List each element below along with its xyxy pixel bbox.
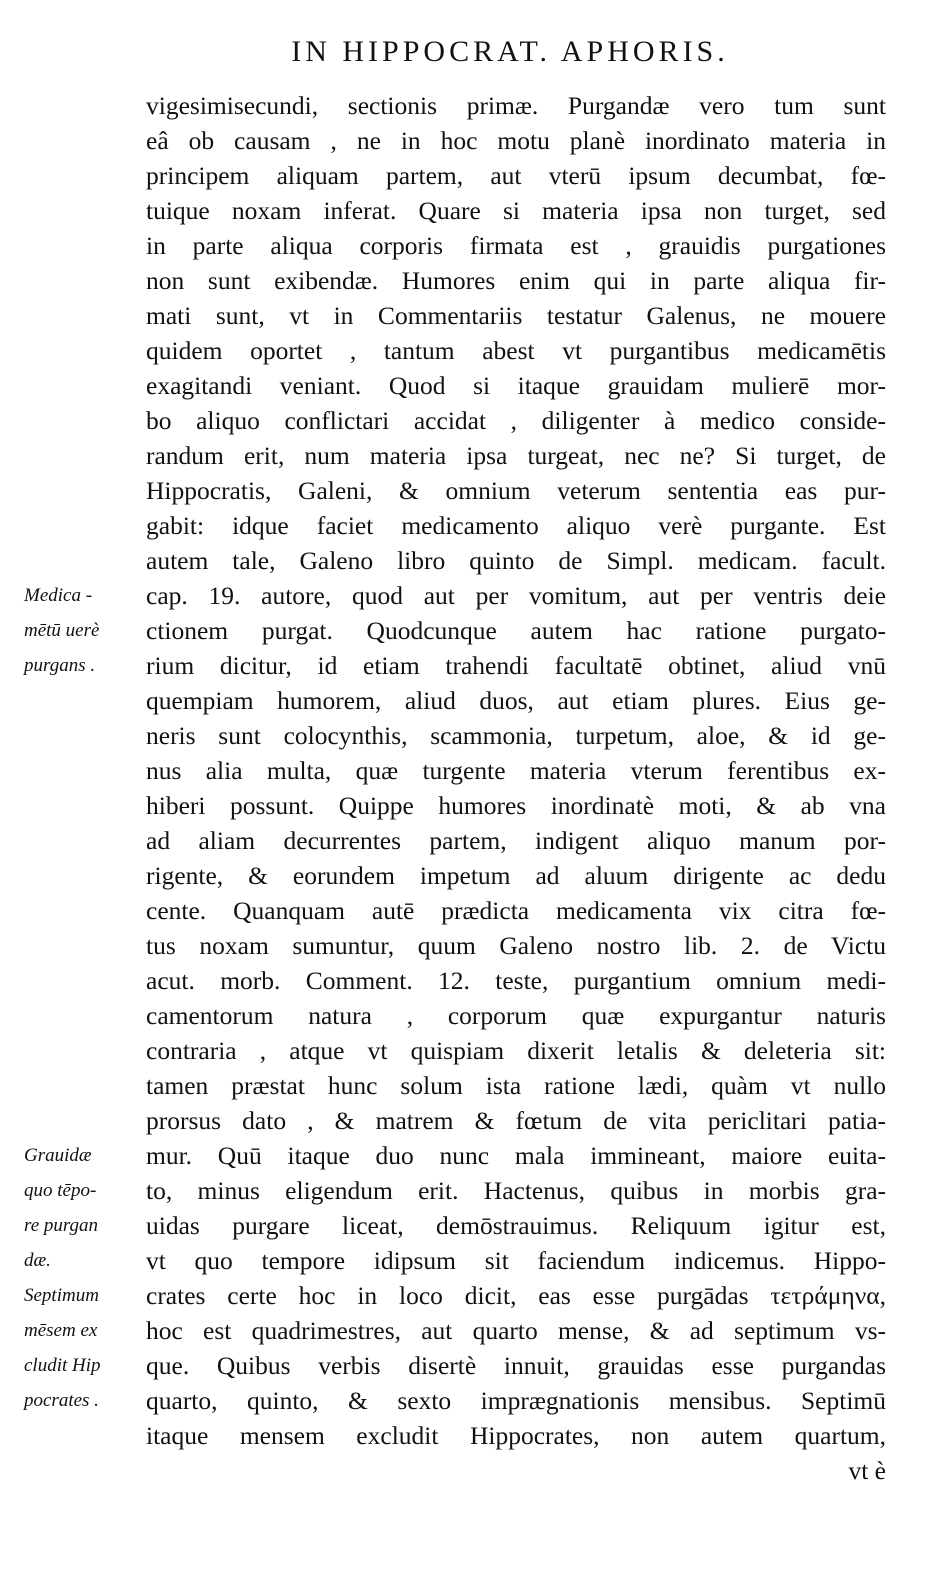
text-line: camentorum natura , corporum quæ expurgantur naturis [146, 1001, 886, 1030]
text-line: ad aliam decurrentes partem, indigent aliquo manum por- [146, 826, 886, 855]
text-line: acut. morb. Comment. 12. teste, purgantium omnium medi- [146, 966, 886, 995]
margin-note: dæ. [24, 1250, 51, 1271]
margin-note: Septimum [24, 1285, 99, 1306]
text-line: to, minus eligendum erit. Hactenus, quibus in morbis gra- [146, 1176, 886, 1205]
text-line: prorsus dato , & matrem & fœtum de vita periclitari patia- [146, 1106, 886, 1135]
margin-note: mēsem ex [24, 1320, 98, 1341]
text-line: bo aliquo conflictari accidat , diligenter à medico conside- [146, 406, 886, 435]
text-line: quarto, quinto, & sexto imprægnationis mensibus. Septimū [146, 1386, 886, 1415]
running-head: IN HIPPOCRAT. APHORIS. [291, 35, 729, 68]
text-line: tus noxam sumuntur, quum Galeno nostro lib. 2. de Victu [146, 931, 886, 960]
margin-note: purgans . [24, 655, 96, 676]
text-line: vigesimisecundi, sectionis primæ. Purgandæ vero tum sunt [146, 91, 886, 120]
text-line: que. Quibus verbis disertè innuit, grauidas esse purgandas [146, 1351, 886, 1380]
text-line: crates certe hoc in loco dicit, eas esse purgādas τετράμηνα, [146, 1281, 886, 1310]
text-line: in parte aliqua corporis firmata est , grauidis purgationes [146, 231, 886, 260]
margin-note: pocrates . [24, 1390, 99, 1411]
text-line: ctionem purgat. Quodcunque autem hac ratione purgato- [146, 616, 886, 645]
text-line: hoc est quadrimestres, aut quarto mense, & ad septimum vs- [146, 1316, 886, 1345]
text-line: mur. Quū itaque duo nunc mala immineant, maiore euita- [146, 1141, 886, 1170]
text-line: vt è [848, 1456, 886, 1485]
margin-note: quo tēpo- [24, 1180, 97, 1201]
text-line: contraria , atque vt quispiam dixerit letalis & deleteria sit: [146, 1036, 886, 1065]
text-line: neris sunt colocynthis, scammonia, turpetum, aloe, & id ge- [146, 721, 886, 750]
text-line: rigente, & eorundem impetum ad aluum dirigente ac dedu [146, 861, 886, 890]
text-line: rium dicitur, id etiam trahendi facultatē obtinet, aliud vnū [146, 651, 886, 680]
body-text [146, 88, 886, 1488]
text-line: cente. Quanquam autē prædicta medicamenta vix citra fœ- [146, 896, 886, 925]
text-line: non sunt exibendæ. Humores enim qui in parte aliqua fir- [146, 266, 886, 295]
text-line: cap. 19. autore, quod aut per vomitum, aut per ventris deie [146, 581, 886, 610]
text-line: exagitandi veniant. Quod si itaque grauidam mulierē mor- [146, 371, 886, 400]
text-line: nus alia multa, quæ turgente materia vterum ferentibus ex- [146, 756, 886, 785]
text-line: randum erit, num materia ipsa turgeat, nec ne? Si turget, de [146, 441, 886, 470]
text-line: quidem oportet , tantum abest vt purgantibus medicamētis [146, 336, 886, 365]
text-line: principem aliquam partem, aut vterū ipsum decumbat, fœ- [146, 161, 886, 190]
text-line: tamen præstat hunc solum ista ratione lædi, quàm vt nullo [146, 1071, 886, 1100]
margin-note: re purgan [24, 1215, 99, 1236]
text-line: Hippocratis, Galeni, & omnium veterum sententia eas pur- [146, 476, 886, 505]
margin-note: Medica - [24, 585, 93, 606]
text-line: gabit: idque faciet medicamento aliquo verè purgante. Est [146, 511, 886, 540]
margin-note: Grauidæ [24, 1145, 92, 1166]
text-line: uidas purgare liceat, demōstrauimus. Reliquum igitur est, [146, 1211, 886, 1240]
text-line: autem tale, Galeno libro quinto de Simpl. medicam. facult. [146, 546, 886, 575]
margin-note: mētū uerè [24, 620, 100, 641]
text-line: tuique noxam inferat. Quare si materia ipsa non turget, sed [146, 196, 886, 225]
text-line: mati sunt, vt in Commentariis testatur Galenus, ne mouere [146, 301, 886, 330]
text-line: quempiam humorem, aliud duos, aut etiam plures. Eius ge- [146, 686, 886, 715]
text-line: eâ ob causam , ne in hoc motu planè inordinato materia in [146, 126, 886, 155]
text-line: itaque mensem excludit Hippocrates, non autem quartum, [146, 1421, 886, 1450]
text-line: vt quo tempore idipsum sit faciendum indicemus. Hippo- [146, 1246, 886, 1275]
margin-note: cludit Hip [24, 1355, 101, 1376]
text-line: hiberi possunt. Quippe humores inordinatè moti, & ab vna [146, 791, 886, 820]
